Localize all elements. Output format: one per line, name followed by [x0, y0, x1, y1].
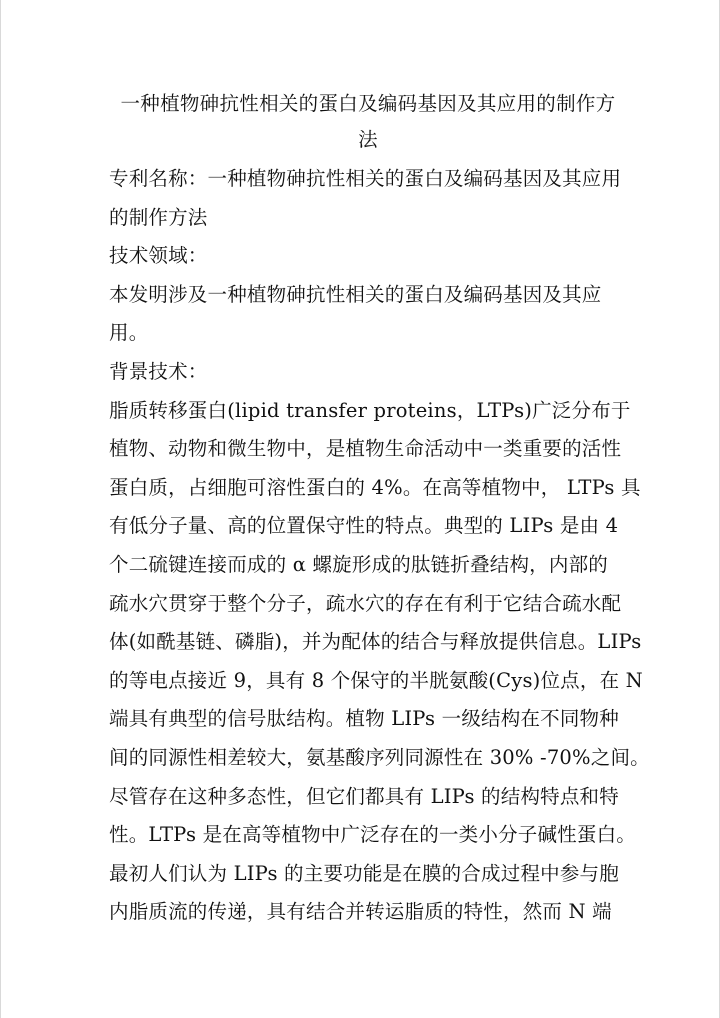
- paragraph-line: 疏水穴贯穿于整个分子，疏水穴的存在有利于它结合疏水配: [109, 591, 622, 615]
- paragraph-line: 间的同源性相差较大，氨基酸序列同源性在 30% -70%之间。: [109, 745, 650, 769]
- patent-name-line: 专利名称：一种植物砷抗性相关的蛋白及编码基因及其应用: [109, 167, 622, 190]
- paragraph-line: 内脂质流的传递，具有结合并转运脂质的特性，然而 N 端: [109, 900, 612, 924]
- patent-name: [109, 160, 627, 237]
- title-line: 法: [358, 128, 378, 151]
- patent-name-line: 的制作方法: [109, 205, 208, 229]
- paragraph-line: 有低分子量、高的位置保守性的特点。典型的 LIPs 是由 4: [109, 514, 619, 538]
- field-heading: 技术领域：: [109, 244, 208, 268]
- paragraph-line: 尽管存在这种多态性，但它们都具有 LIPs 的结构特点和特: [109, 784, 619, 808]
- paragraph-line: 个二硫键连接而成的 α 螺旋形成的肽链折叠结构，内部的: [109, 552, 608, 576]
- paragraph-line: 植物、动物和微生物中，是植物生命活动中一类重要的活性: [109, 437, 622, 461]
- background-heading: 背景技术：: [109, 359, 208, 383]
- title-line: 一种植物砷抗性相关的蛋白及编码基因及其应用的制作方: [120, 92, 616, 115]
- field-paragraph: [109, 276, 627, 353]
- paragraph-line: 本发明涉及一种植物砷抗性相关的蛋白及编码基因及其应: [109, 282, 602, 306]
- paragraph-line: 体(如酰基链、磷脂)，并为配体的结合与释放提供信息。LIPs: [109, 630, 642, 654]
- paragraph-line: 端具有典型的信号肽结构。植物 LIPs 一级结构在不同物种: [109, 707, 619, 731]
- paragraph-line: 最初人们认为 LIPs 的主要功能是在膜的合成过程中参与胞: [109, 861, 619, 885]
- paragraph-line: 蛋白质，占细胞可溶性蛋白的 4%。在高等植物中， LTPs 具: [109, 475, 641, 499]
- paragraph-line: 脂质转移蛋白(lipid transfer proteins，LTPs)广泛分布于: [109, 398, 631, 422]
- document-title: [109, 86, 627, 158]
- paragraph-line: 用。: [109, 321, 149, 345]
- paragraph-line: 的等电点接近 9，具有 8 个保守的半胱氨酸(Cys)位点，在 N: [109, 668, 643, 692]
- document-content: [109, 86, 650, 932]
- paragraph-line: 性。LTPs 是在高等植物中广泛存在的一类小分子碱性蛋白。: [109, 823, 636, 847]
- background-paragraph: [109, 392, 650, 932]
